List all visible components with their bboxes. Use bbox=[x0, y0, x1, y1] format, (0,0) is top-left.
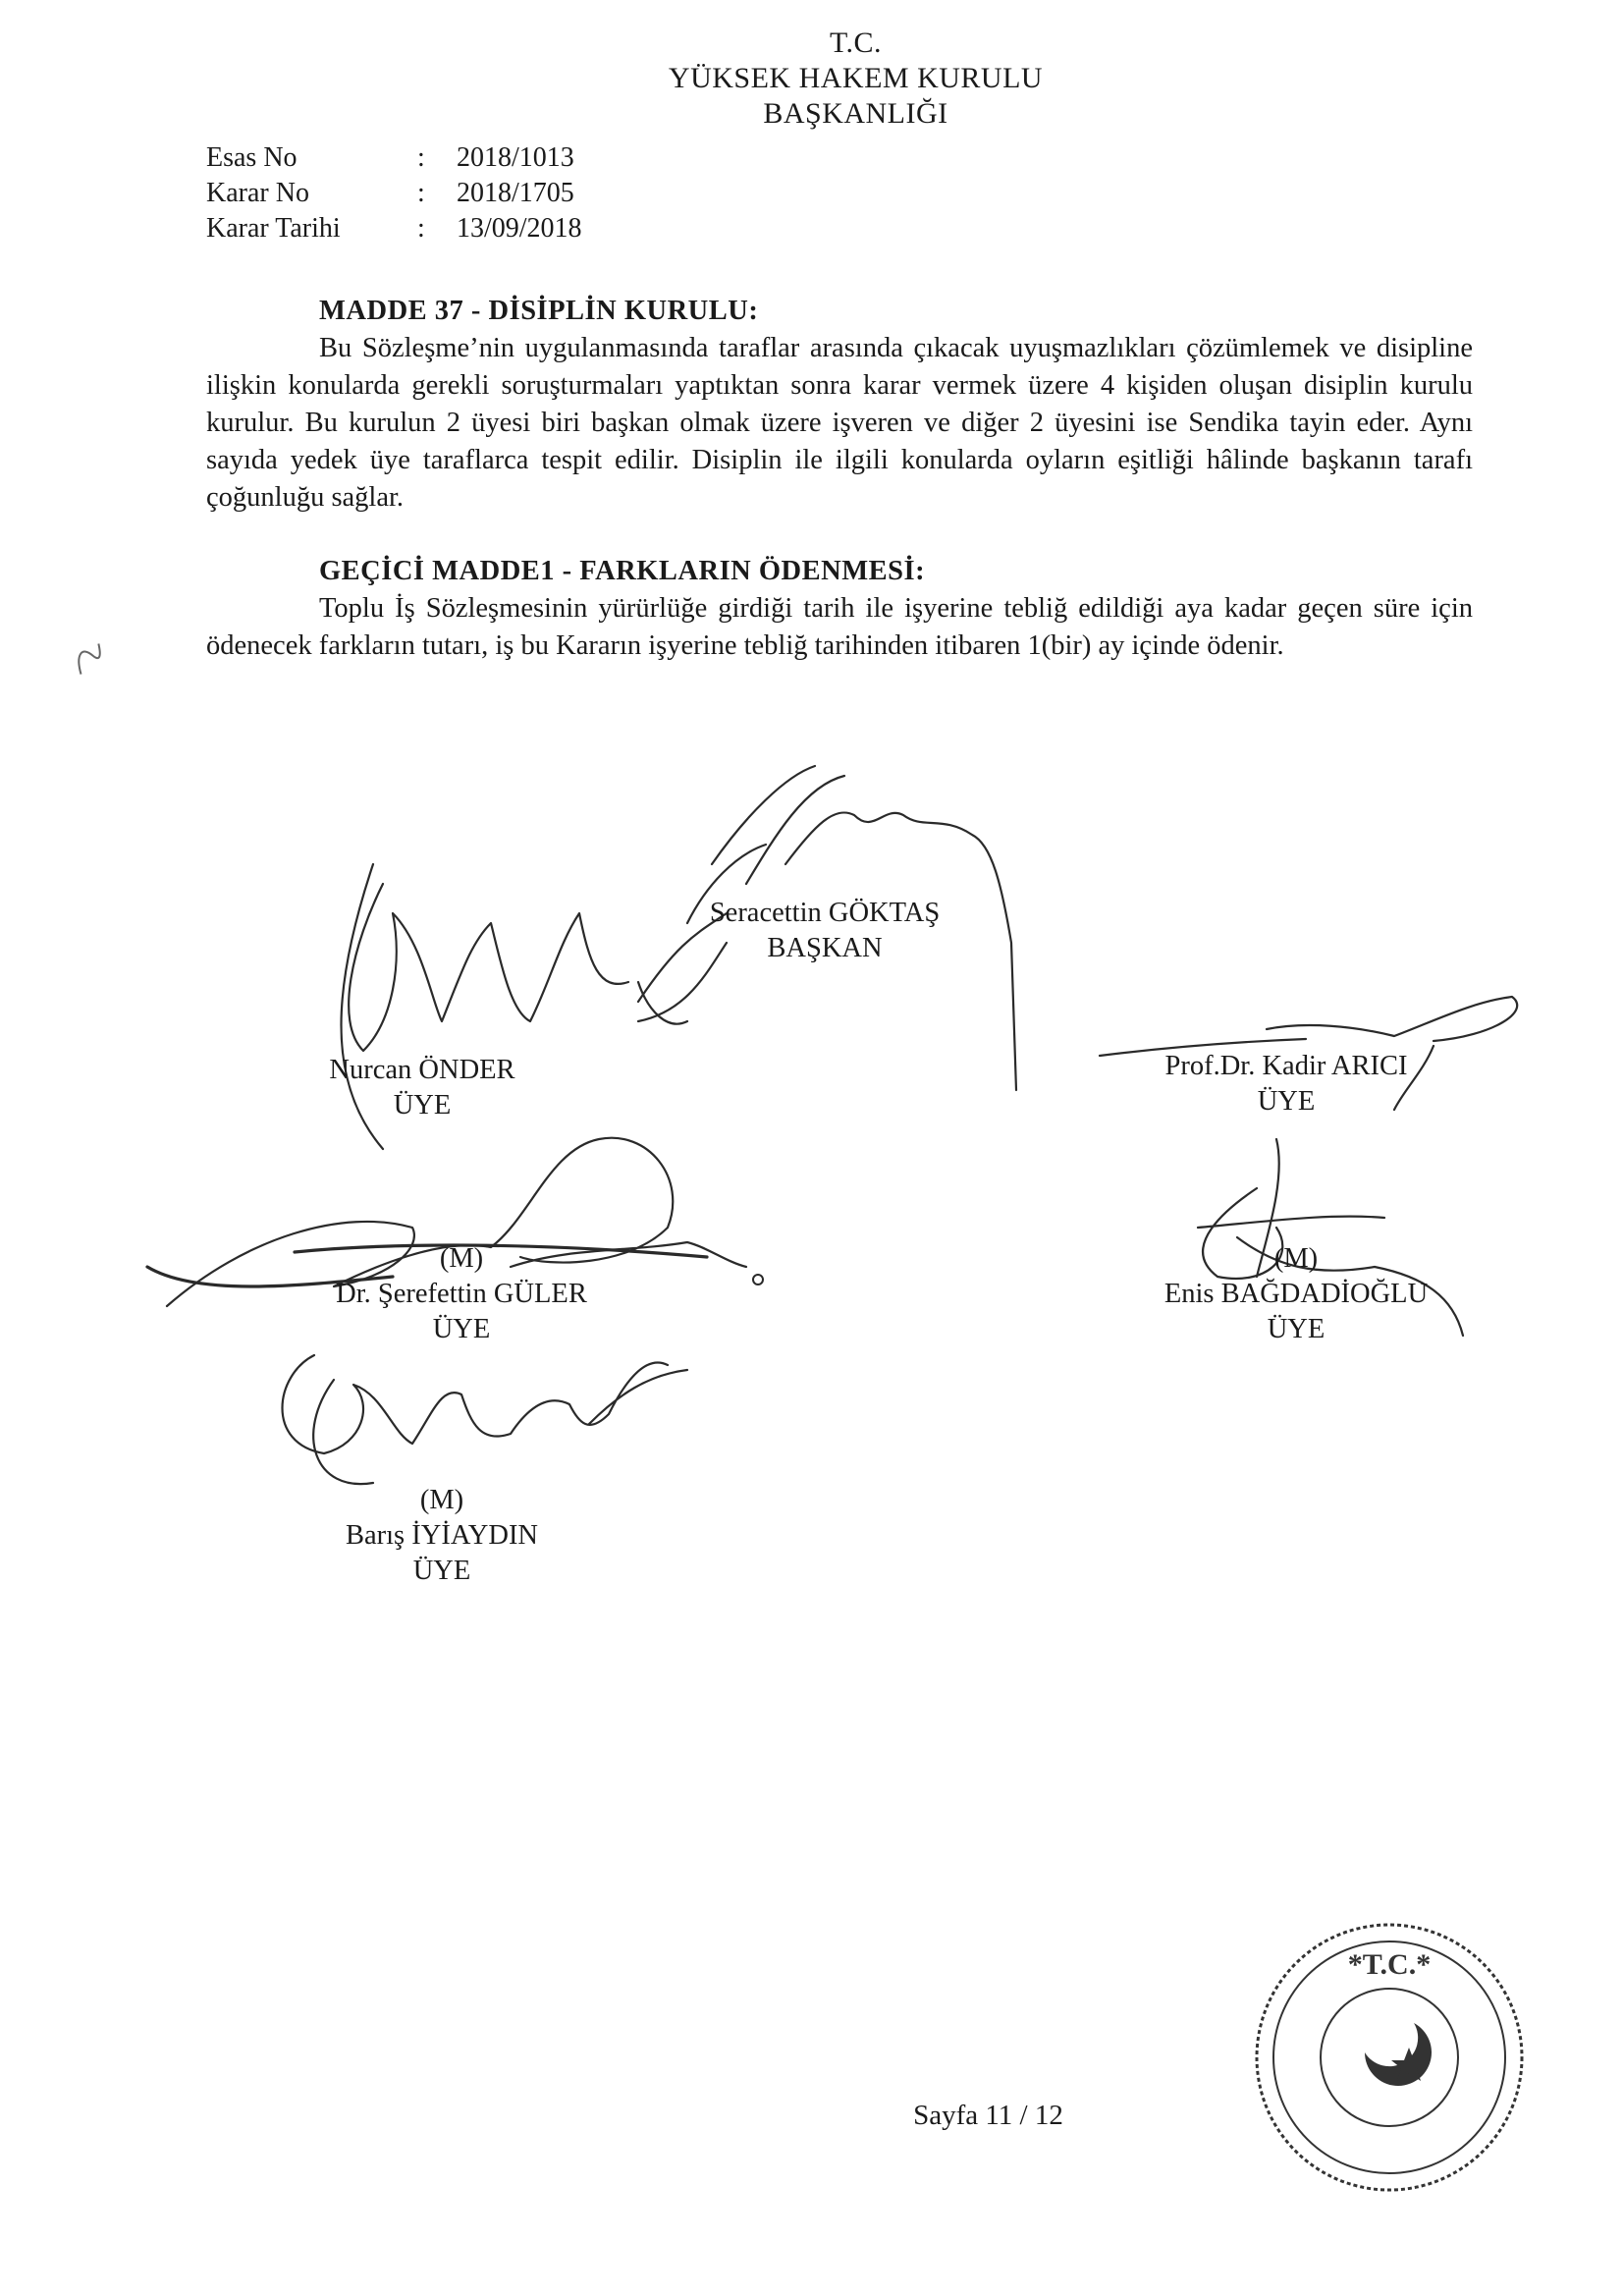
signatory-mark: (M) bbox=[1273, 1243, 1319, 1274]
section-gecici-madde bbox=[206, 553, 1473, 665]
member5-signature bbox=[283, 1355, 688, 1453]
signatory-mark: (M) bbox=[439, 1243, 484, 1274]
document-header bbox=[0, 26, 1623, 132]
signatory-mark: (M) bbox=[419, 1485, 464, 1515]
meta-row-karar bbox=[206, 176, 582, 211]
signatory-name: Enis BAĞDADİOĞLU bbox=[1163, 1279, 1429, 1309]
meta-label: Esas No bbox=[206, 142, 298, 173]
section-title: GEÇİCİ MADDE1 - FARKLARIN ÖDENMESİ: bbox=[319, 556, 926, 586]
section-madde-37 bbox=[206, 293, 1473, 517]
signatory-name: Seracettin GÖKTAŞ bbox=[709, 898, 941, 928]
margin-initial-mark bbox=[62, 631, 119, 690]
meta-value: 2018/1705 bbox=[457, 178, 574, 208]
section-title: MADDE 37 - DİSİPLİN KURULU: bbox=[319, 296, 759, 326]
signatory-role: ÜYE bbox=[393, 1090, 452, 1121]
signatory-member4 bbox=[1129, 1241, 1463, 1347]
signatory-role: ÜYE bbox=[412, 1556, 471, 1586]
meta-row-esas bbox=[206, 140, 582, 176]
signatory-name: Barış İYİAYDIN bbox=[345, 1520, 539, 1551]
signatory-role: BAŞKAN bbox=[767, 933, 883, 963]
header-line-institution: YÜKSEK HAKEM KURULU bbox=[668, 62, 1044, 94]
signatory-member3 bbox=[295, 1241, 628, 1347]
seal-text: *T.C.* bbox=[1347, 1948, 1432, 1981]
signatory-chair bbox=[687, 896, 962, 966]
signatory-member1 bbox=[295, 1053, 550, 1123]
official-seal bbox=[1247, 1915, 1532, 2200]
meta-separator: : bbox=[417, 213, 425, 244]
page-number: Sayfa 11 / 12 bbox=[913, 2100, 1063, 2131]
signatory-role: ÜYE bbox=[1257, 1086, 1316, 1117]
signatory-name: Prof.Dr. Kadir ARICI bbox=[1164, 1051, 1408, 1081]
header-line-presidency: BAŞKANLIĞI bbox=[763, 97, 948, 130]
meta-label: Karar No bbox=[206, 178, 309, 208]
meta-row-tarih bbox=[206, 211, 582, 246]
meta-value: 2018/1013 bbox=[457, 142, 574, 173]
member1-signature bbox=[349, 884, 687, 1051]
header-line-tc: T.C. bbox=[829, 27, 883, 59]
case-meta bbox=[206, 140, 582, 246]
meta-separator: : bbox=[417, 142, 425, 173]
signatory-role: ÜYE bbox=[1267, 1314, 1325, 1344]
signatory-member5 bbox=[295, 1483, 589, 1589]
signatory-name: Dr. Şerefettin GÜLER bbox=[336, 1279, 587, 1309]
signatory-name: Nurcan ÖNDER bbox=[329, 1055, 515, 1085]
meta-value: 13/09/2018 bbox=[457, 213, 582, 244]
seal-icon bbox=[1247, 1915, 1532, 2200]
section-paragraph: Toplu İş Sözleşmesinin yürürlüğe girdiği tarih ile işyerine tebliğ edildiği aya kadar geçen süre için ödenecek farkların tutarı, iş bu Kararın işyerine tebliğ tarihinden itibaren 1(bir) ay içinde ödenir. bbox=[206, 593, 1473, 661]
signatory-role: ÜYE bbox=[432, 1314, 491, 1344]
meta-label: Karar Tarihi bbox=[206, 213, 341, 244]
meta-separator: : bbox=[417, 178, 425, 208]
section-paragraph: Bu Sözleşme’nin uygulanmasında taraflar arasında çıkacak uyuşmazlıkları çözümlemek ve disipline ilişkin konularda gerekli soruşturmaları yaptıktan sonra karar vermek üzere 4 kişiden oluşan disiplin kurulu kurulur. Bu kurulun 2 üyesi biri başkan olmak üzere işveren ve diğer 2 üyesini ise Sendika tayin eder. Aynı sayıda yedek üye taraflarca tespit edilir. Disiplin ile ilgili konularda oyların eşitliği hâlinde başkanın tarafı çoğunluğu sağlar. bbox=[206, 333, 1473, 513]
signatory-member2 bbox=[1129, 1049, 1443, 1120]
